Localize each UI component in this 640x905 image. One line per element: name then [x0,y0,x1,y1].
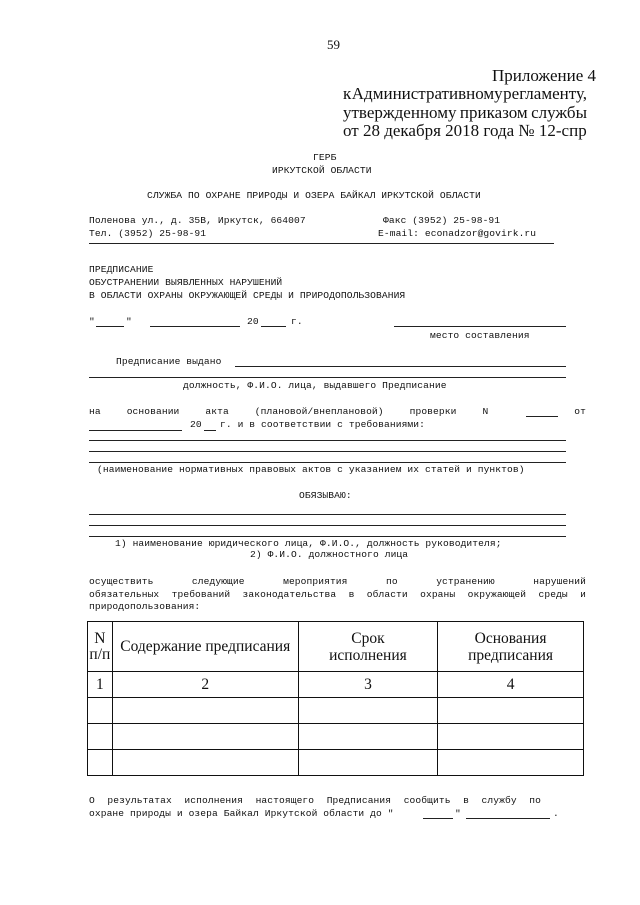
word: утвержденному [343,103,457,122]
doc-title-line-3: В ОБЛАСТИ ОХРАНЫ ОКРУЖАЮЩЕЙ СРЕДЫ И ПРИРОДОПОЛЬЗОВАНИЯ [89,290,406,301]
place-blank[interactable] [394,326,566,327]
table-cell[interactable] [298,698,437,724]
requirements-line-1[interactable] [89,440,566,441]
header-number [88,622,113,672]
word: в [463,795,469,806]
table-cell[interactable] [438,698,584,724]
year-suffix: г. [291,316,303,327]
table-cell[interactable] [88,750,113,776]
word: проверки [409,406,457,417]
word: мероприятия [283,576,348,587]
issued-blank[interactable] [235,366,566,367]
measures-table [87,621,584,776]
table-row[interactable] [88,750,584,776]
word: службу [481,795,517,806]
table-cell: 3 [298,672,437,698]
doc-title-line-2: ОБУСТРАНЕНИИ ВЫЯВЛЕННЫХ НАРУШЕНИЙ [89,277,283,288]
word: настоящего [255,795,315,806]
table-cell[interactable] [112,724,298,750]
appendix-line-3 [343,103,587,123]
word: О [89,795,95,806]
word: основании [126,406,180,417]
page-number: 59 [327,37,340,52]
fax: Факс (3952) 25-98-91 [383,215,501,226]
act-date-blank[interactable] [89,430,182,431]
table-row[interactable] [88,724,584,750]
word: Административному [351,84,503,103]
header-content-label: Содержание предписания [120,638,291,655]
year-blank[interactable] [261,326,286,327]
table-row [88,672,584,698]
word: законодательства [242,589,337,600]
measures-line-2 [89,589,586,600]
requirements-line-2[interactable] [89,451,566,452]
word: обязательных [89,589,160,600]
agency-name: СЛУЖБА ПО ОХРАНЕ ПРИРОДЫ И ОЗЕРА БАЙКАЛ ИРКУТСКОЙ ОБЛАСТИ [147,190,481,201]
word: следующие [191,576,245,587]
region-name: ИРКУТСКОЙ ОБЛАСТИ [272,165,372,176]
month-blank[interactable] [150,326,240,327]
requirements-line-3[interactable] [89,462,566,463]
measures-line-3: природопользования: [89,601,201,612]
word: требований [171,589,231,600]
table-cell: 1 [88,672,113,698]
word: акта [205,406,229,417]
table-cell[interactable] [112,698,298,724]
year-prefix: 20 [247,316,259,327]
header-basis [438,622,584,672]
basis-line-2: г. и в соответствии с требованиями: [220,419,426,430]
obligated-line-1[interactable] [89,514,566,515]
word: от [574,406,586,417]
header-basis-label: Основания предписания [468,629,554,664]
issued-blank-2[interactable] [89,377,566,378]
word: охраны [420,589,456,600]
word: и [580,589,586,600]
word: результатах [107,795,172,806]
appendix-line-4: от 28 декабря 2018 года № 12-спр [343,121,587,140]
table-cell[interactable] [438,750,584,776]
header-deadline [298,622,437,672]
word: среды [538,589,568,600]
doc-title-line-1: ПРЕДПИСАНИЕ [89,264,154,275]
word: по [386,576,398,587]
date-quote-close: " [126,316,132,327]
table-cell[interactable] [298,750,437,776]
email: E-mail: econadzor@govirk.ru [378,228,537,239]
appendix-line-2 [343,84,587,104]
issued-caption: должность, Ф.И.О. лица, выдавшего Предписание [183,380,447,391]
measures-line-1 [89,576,586,587]
table-cell[interactable] [112,750,298,776]
word: (плановой/внеплановой) [254,406,384,417]
table-row[interactable] [88,698,584,724]
table-cell: 4 [438,672,584,698]
word: Предписания [326,795,392,806]
day-blank[interactable] [96,326,124,327]
word: к [343,84,352,103]
word: в [348,589,355,600]
word: по [529,795,541,806]
word: регламенту, [503,84,587,103]
issued-label: Предписание выдано [116,356,222,367]
word: приказом [459,103,528,122]
basis-caption: (наименование нормативных правовых актов с указанием их статей и пунктов) [97,464,525,475]
act-year-prefix: 20 [190,419,202,430]
obligated-line-3[interactable] [89,536,566,537]
obligate-caption-1: 1) наименование юридического лица, Ф.И.О., должность руководителя; [115,538,502,549]
footer-line-1 [89,795,541,806]
footer-period: . [553,808,559,819]
word: исполнения [184,795,243,806]
table-cell[interactable] [438,724,584,750]
word: окружающей [467,589,527,600]
phone: Тел. (3952) 25-98-91 [89,228,207,239]
place-caption: место составления [430,330,530,341]
header-content [112,622,298,672]
word: осуществить [89,576,154,587]
word: нарушений [533,576,586,587]
table-cell[interactable] [88,724,113,750]
footer-line-2: охране природы и озера Байкал Иркутской области до " [89,808,394,819]
act-number-blank[interactable] [526,416,558,417]
header-deadline-label: Срок исполнения [329,629,407,664]
address: Поленова ул., д. 35В, Иркутск, 664007 [89,215,306,226]
report-quote-close: " [455,808,461,819]
obligated-line-2[interactable] [89,525,566,526]
report-day-blank[interactable] [423,818,453,819]
table-cell: 2 [112,672,298,698]
emblem-placeholder: ГЕРБ [313,152,337,163]
word: службы [531,103,587,122]
appendix-title: Приложение 4 [492,66,596,85]
obligate-heading: ОБЯЗЫВАЮ: [299,490,352,501]
word: сообщить [403,795,451,806]
word: N [482,406,489,417]
act-year-blank[interactable] [204,430,216,431]
word: области [366,589,408,600]
header-divider [89,243,554,244]
basis-line-1 [89,406,586,417]
table-header-row [88,622,584,672]
word: устранению [436,576,495,587]
table-cell[interactable] [88,698,113,724]
word: на [89,406,101,417]
header-number-label: N п/п [89,629,111,663]
date-quote-open: " [89,316,95,327]
report-month-blank[interactable] [466,818,550,819]
obligate-caption-2: 2) Ф.И.О. должностного лица [250,549,409,560]
table-cell[interactable] [298,724,437,750]
